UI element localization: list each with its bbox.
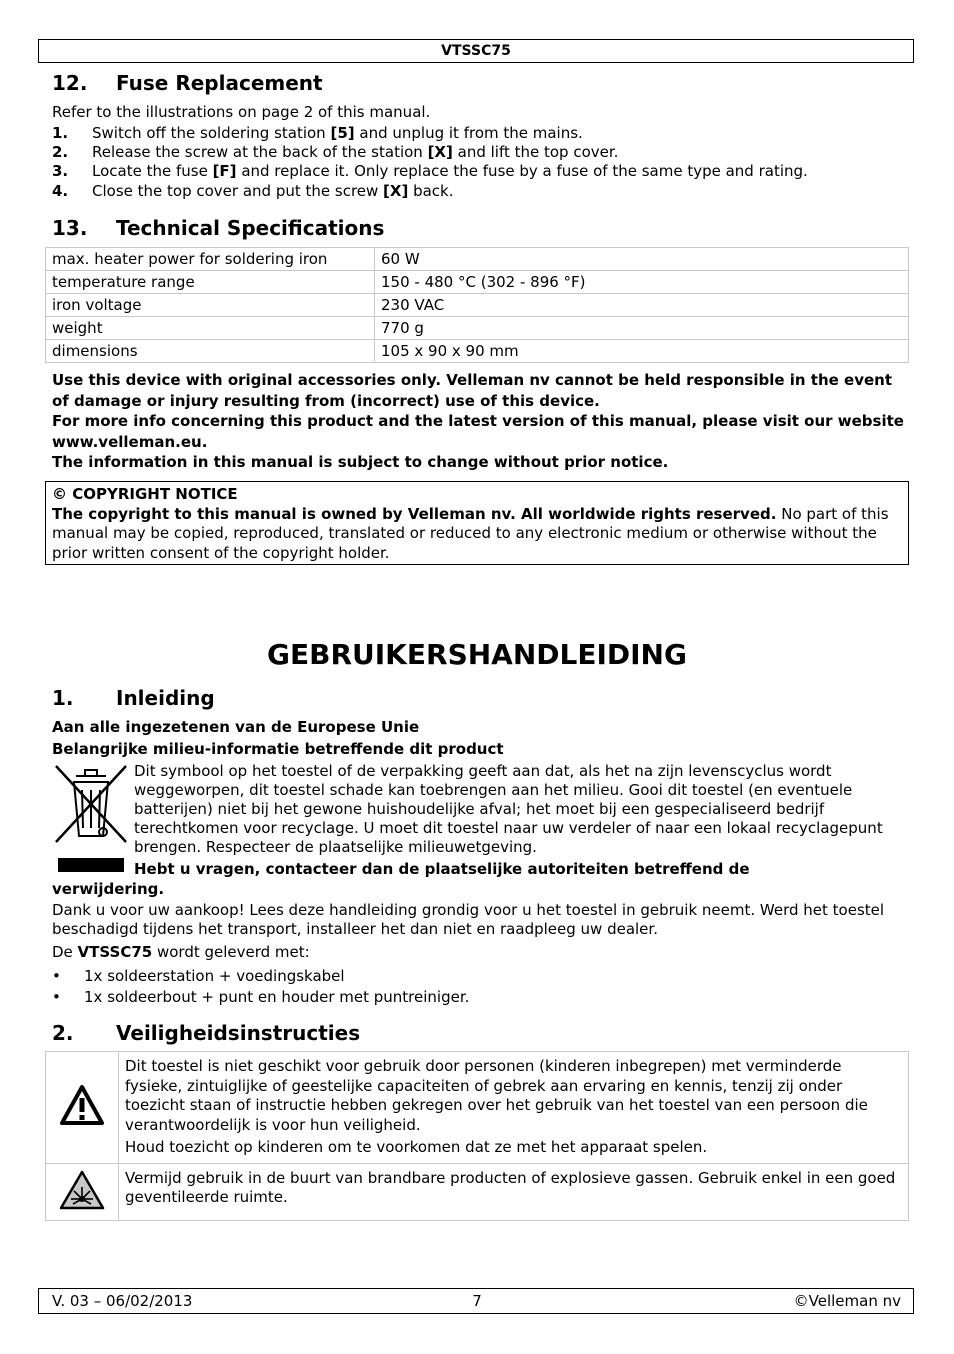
weee-contact-cont: verwijdering. — [52, 880, 165, 898]
table-row — [46, 340, 909, 363]
safety-capacity-text: Dit toestel is niet geschikt voor gebruik door personen (kinderen inbegrepen) met verminderde fysieke, zintuiglijke of geestelijke capaciteiten of gebrek aan ervaring en kennis, tenzij zij onder toezicht staan of instructie hebben gekregen over het gebruik van het toestel van een persoon die verantwoordelijk is voor hun veiligheid. — [125, 1057, 868, 1134]
section-12-heading — [52, 71, 323, 95]
step-text: and replace it. Only replace the fuse by a fuse of the same type and rating. — [236, 162, 808, 180]
bullet-icon: • — [52, 967, 61, 985]
spec-value: 150 - 480 °C (302 - 896 °F) — [375, 271, 909, 294]
nl-section-2-heading — [52, 1021, 360, 1045]
table-row — [46, 271, 909, 294]
delivered-model: VTSSC75 — [77, 943, 153, 961]
step-ref: [F] — [212, 162, 237, 180]
env-subheading: Belangrijke milieu-informatie betreffende dit product — [52, 740, 504, 758]
list-item — [52, 967, 345, 986]
step-number: 2. — [52, 143, 69, 161]
safety-text — [119, 1052, 909, 1164]
spec-value: 60 W — [375, 248, 909, 271]
step-text: Switch off the soldering station — [92, 124, 331, 142]
nl-section-1-heading — [52, 686, 215, 710]
copyright-bold: The copyright to this manual is owned by Velleman nv. All worldwide rights reserved. — [52, 504, 777, 523]
notice-website: For more info concerning this product and the latest version of this manual, please visit our website www.velleman.eu. — [52, 412, 904, 451]
warning-icon — [46, 1052, 119, 1164]
thanks-text: Dank u voor uw aankoop! Lees deze handleiding grondig voor u het toestel in gebruik neemt. Werd het toestel beschadigd tijdens het transport, installeer het dan niet en raadpleeg uw dealer. — [52, 901, 885, 938]
spec-value: 105 x 90 x 90 mm — [375, 340, 909, 363]
section-12-intro: Refer to the illustrations on page 2 of this manual. — [52, 103, 431, 121]
explosive-icon — [46, 1163, 119, 1220]
step-number: 3. — [52, 162, 69, 180]
document-header — [38, 39, 914, 63]
step-ref: [X] — [383, 182, 409, 200]
spec-table — [45, 247, 909, 363]
copyright-notice — [45, 481, 909, 565]
spec-label: dimensions — [46, 340, 375, 363]
weee-bin-icon — [52, 762, 130, 874]
step-number: 4. — [52, 182, 69, 200]
step-number: 1. — [52, 124, 69, 142]
eu-subheading: Aan alle ingezetenen van de Europese Unie — [52, 718, 420, 736]
spec-label: temperature range — [46, 271, 375, 294]
copyright-owner: ©Velleman nv — [793, 1292, 901, 1310]
list-item — [52, 143, 618, 162]
header-model: VTSSC75 — [441, 43, 511, 59]
safety-children-text: Houd toezicht op kinderen om te voorkomen dat ze met het apparaat spelen. — [125, 1138, 708, 1156]
notice-change: The information in this manual is subject to change without prior notice. — [52, 453, 669, 471]
spec-label: max. heater power for soldering iron — [46, 248, 375, 271]
table-row — [46, 1052, 909, 1164]
section-number: 1. — [52, 686, 74, 710]
section-title: Inleiding — [116, 686, 215, 710]
delivered-with — [52, 943, 310, 962]
manual-title: GEBRUIKERSHANDLEIDING — [267, 638, 687, 671]
notice-block — [52, 370, 912, 473]
spec-value: 770 g — [375, 317, 909, 340]
copyright-title: © COPYRIGHT NOTICE — [52, 485, 238, 503]
copyright-body — [52, 505, 902, 564]
spec-label: iron voltage — [46, 294, 375, 317]
step-ref: [X] — [427, 143, 453, 161]
step-text: and unplug it from the mains. — [354, 124, 583, 142]
step-text: back. — [408, 182, 454, 200]
section-13-heading — [52, 216, 384, 240]
list-item — [52, 988, 469, 1007]
weee-contact: Hebt u vragen, contacteer dan de plaatselijke autoriteiten betreffend de — [134, 860, 750, 878]
notice-accessories: Use this device with original accessories only. Velleman nv cannot be held responsible in the event of damage or injury resulting from (incorrect) use of this device. — [52, 371, 892, 410]
section-number: 2. — [52, 1021, 74, 1045]
section-title: Fuse Replacement — [116, 71, 323, 95]
section-number: 12. — [52, 71, 88, 95]
version-date: V. 03 – 06/02/2013 — [52, 1292, 193, 1310]
bullet-text: 1x soldeerbout + punt en houder met puntreiniger. — [84, 988, 470, 1006]
bullet-text: 1x soldeerstation + voedingskabel — [84, 967, 345, 985]
step-ref: [5] — [330, 124, 355, 142]
list-item — [52, 162, 808, 181]
page-number: 7 — [472, 1292, 482, 1310]
step-text: Locate the fuse — [92, 162, 213, 180]
bullet-icon: • — [52, 988, 61, 1006]
step-text: Close the top cover and put the screw — [92, 182, 384, 200]
table-row — [46, 317, 909, 340]
section-number: 13. — [52, 216, 88, 240]
delivered-text: De — [52, 943, 78, 961]
safety-table — [45, 1051, 909, 1221]
list-item — [52, 124, 583, 143]
spec-label: weight — [46, 317, 375, 340]
list-item — [52, 182, 454, 201]
table-row — [46, 248, 909, 271]
safety-text: Vermijd gebruik in de buurt van brandbare producten of explosieve gassen. Gebruik enkel in een goed geventileerde ruimte. — [119, 1163, 909, 1220]
table-row — [46, 1163, 909, 1220]
spec-value: 230 VAC — [375, 294, 909, 317]
section-title: Technical Specifications — [116, 216, 385, 240]
table-row — [46, 294, 909, 317]
step-text: and lift the top cover. — [452, 143, 619, 161]
copyright-text: No part of this manual may be copied, reproduced, translated or reduced to any electronic medium or otherwise without the prior written consent of the copyright holder. — [52, 504, 889, 562]
weee-text: Dit symbool op het toestel of de verpakking geeft aan dat, als het na zijn levenscyclus wordt weggeworpen, dit toestel schade kan toebrengen aan het milieu. Gooi dit toestel (en eventuele batterijen) niet bij het gewone huishoudelijke afval; het moet bij een gespecialiseerd bedrijf terechtkomen voor recyclage. U moet dit toestel naar uw verdeler of naar een lokaal recyclagepunt brengen. Respecteer de plaatselijke milieuwetgeving. — [134, 762, 883, 856]
delivered-text: wordt geleverd met: — [152, 943, 310, 961]
step-text: Release the screw at the back of the station — [92, 143, 428, 161]
document-footer — [38, 1288, 914, 1314]
section-title: Veiligheidsinstructies — [116, 1021, 361, 1045]
